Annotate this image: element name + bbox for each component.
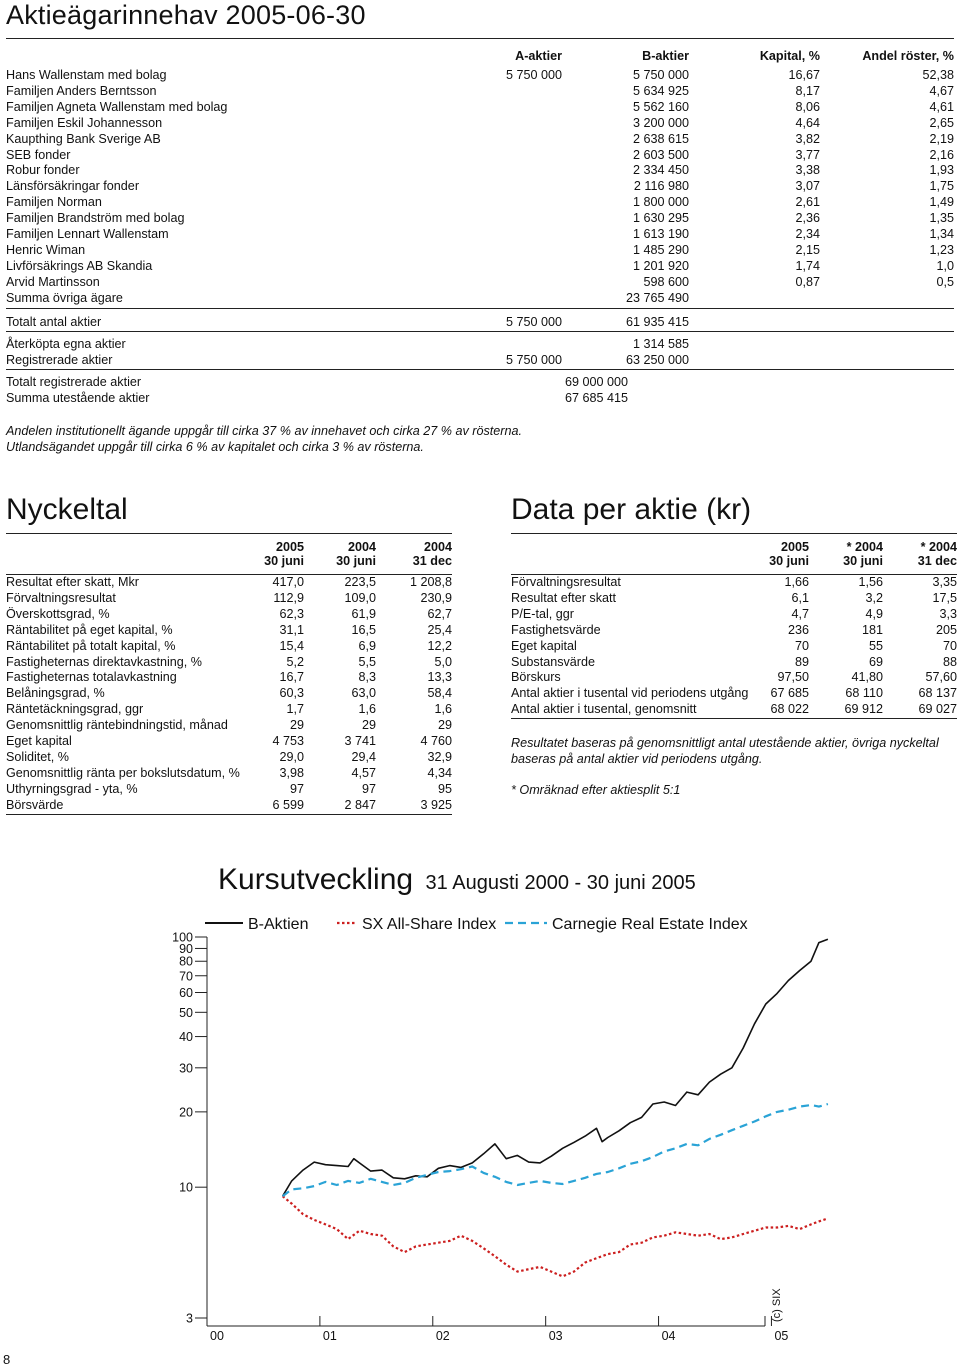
owner-value <box>398 148 562 164</box>
figure-value: 15,4 <box>279 638 304 653</box>
owner-value: 8,06 <box>795 99 820 114</box>
figure-value: 69 912 <box>809 702 883 718</box>
owner-value: 1,75 <box>929 179 954 194</box>
owner-value: 8,17 <box>795 83 820 98</box>
owners-header-a: A-aktier <box>515 49 562 63</box>
summary-value: 1 314 585 <box>632 337 689 351</box>
key-figure-row <box>6 702 452 718</box>
x-tick-label: 04 <box>661 1329 676 1343</box>
owner-value <box>398 227 562 243</box>
figure-value: 5,2 <box>286 654 304 669</box>
owner-value: 1 630 295 <box>632 211 689 226</box>
header-label <box>511 540 763 575</box>
y-tick-label: 3 <box>186 1311 193 1326</box>
owner-row <box>6 84 954 100</box>
per-share-note-2: * Omräknad efter aktiesplit 5:1 <box>511 783 681 797</box>
page-number: 8 <box>3 1352 11 1367</box>
owner-value: 1,34 <box>929 227 954 242</box>
legend-label: B-Aktien <box>248 916 309 933</box>
figure-label: Förvaltningsresultat <box>6 590 116 605</box>
y-tick-label: 40 <box>179 1030 193 1045</box>
owner-value: 2,16 <box>929 147 954 162</box>
key-figure-row <box>6 591 452 607</box>
owners-header-b: B-aktier <box>642 49 689 63</box>
owner-value: 1,93 <box>929 163 954 178</box>
figure-label: Fastigheternas totalavkastning <box>6 670 177 685</box>
owner-value: 0,87 <box>795 274 820 289</box>
header-label <box>6 540 252 575</box>
per-share-row <box>511 607 957 623</box>
figure-label: Antal aktier i tusental vid periodens utgång <box>511 686 749 701</box>
legend-label: SX All-Share Index <box>362 916 497 933</box>
summary-label: Totalt registrerade aktier <box>6 375 142 389</box>
owner-name: Robur fonder <box>6 163 80 178</box>
owner-value: 5 750 000 <box>632 68 689 82</box>
owner-value <box>398 100 562 116</box>
figure-value: 3,98 <box>279 765 304 780</box>
figure-value: 1,6 <box>358 702 376 717</box>
figure-value: 112,9 <box>273 590 304 605</box>
per-share-note-1: Resultatet baseras på genomsnittligt antal utestående aktier, övriga nyckeltal baseras på antal aktier vid periodens utgång. <box>511 736 939 766</box>
y-tick-label: 60 <box>179 986 193 1001</box>
owner-name: Arvid Martinsson <box>6 274 100 289</box>
figure-value: 4,34 <box>427 765 452 780</box>
figure-value: 5,5 <box>358 654 376 669</box>
total-shares-row <box>6 314 954 330</box>
summary-rule <box>6 308 954 309</box>
figure-value: 60,3 <box>279 686 304 701</box>
per-share-row <box>511 655 957 671</box>
figure-label: Räntetäckningsgrad, ggr <box>6 702 144 717</box>
owner-row <box>6 259 954 275</box>
figure-value: 97 <box>289 781 304 796</box>
figure-value: 25,4 <box>427 622 452 637</box>
owner-row <box>6 132 954 148</box>
owner-row <box>6 195 954 211</box>
figure-value: 1,56 <box>809 575 883 591</box>
per-share-row <box>511 591 957 607</box>
owner-value: 2 603 500 <box>632 147 689 162</box>
figure-value: 88 <box>942 654 957 669</box>
owner-value: 1 201 920 <box>632 258 689 273</box>
summary-label: Summa utestående aktier <box>6 391 150 405</box>
owner-name: Familjen Lennart Wallenstam <box>6 227 169 242</box>
period-header: 2005 30 juni <box>264 540 304 568</box>
key-figure-row <box>6 623 452 639</box>
owner-value: 2,36 <box>795 211 820 226</box>
period-header: * 2004 31 dec <box>917 540 957 568</box>
figure-value: 29 <box>361 718 376 733</box>
figure-label: P/E-tal, ggr <box>511 606 574 621</box>
owner-value: 3,82 <box>795 131 820 146</box>
figure-value: 89 <box>794 654 809 669</box>
owner-value <box>398 291 562 307</box>
key-figure-row <box>6 766 452 782</box>
owner-row <box>6 291 954 307</box>
per-share-row <box>511 702 957 718</box>
figure-value: 223,5 <box>304 575 376 591</box>
figure-label: Fastighetsvärde <box>511 622 601 637</box>
owner-value: 4,64 <box>795 115 820 130</box>
figure-value: 3,2 <box>865 590 883 605</box>
figure-value: 57,60 <box>925 670 957 685</box>
key-figure-row <box>6 734 452 750</box>
owner-row <box>6 275 954 291</box>
figure-value: 29 <box>437 718 452 733</box>
figure-value: 63,0 <box>351 686 376 701</box>
x-tick-label: 00 <box>210 1329 224 1343</box>
figure-value: 1,66 <box>763 575 809 591</box>
figure-value: 4,57 <box>351 765 376 780</box>
owner-name: Familjen Brandström med bolag <box>6 211 185 226</box>
summary-value: 63 250 000 <box>625 353 689 367</box>
per-share-row <box>511 639 957 655</box>
owner-value <box>398 163 562 179</box>
y-tick-label: 50 <box>179 1005 193 1020</box>
key-figures-table <box>6 540 452 815</box>
figure-value: 1 208,8 <box>376 575 452 591</box>
per-share-row <box>511 623 957 639</box>
owner-value: 2 638 615 <box>632 131 689 146</box>
figure-value: 55 <box>868 638 883 653</box>
summary-value: 5 750 000 <box>505 353 562 367</box>
series-line <box>283 1104 828 1196</box>
figure-value: 16,7 <box>279 670 304 685</box>
owner-value: 2,65 <box>929 115 954 130</box>
owner-value: 2,19 <box>929 131 954 146</box>
figure-value: 62,7 <box>427 606 452 621</box>
owner-value: 4,67 <box>929 83 954 98</box>
figure-value: 68 022 <box>763 702 809 718</box>
summary-label: Totalt antal aktier <box>6 315 102 329</box>
owner-value <box>398 211 562 227</box>
y-tick-label: 20 <box>179 1105 193 1120</box>
chart-heading <box>218 863 696 897</box>
registered-row <box>6 352 954 368</box>
summary-rule <box>6 331 954 332</box>
figure-label: Börskurs <box>511 670 561 685</box>
figure-value: 31,1 <box>279 622 304 637</box>
page-title: Aktieägarinnehav 2005-06-30 <box>6 0 366 30</box>
owner-row <box>6 211 954 227</box>
figure-value: 8,3 <box>358 670 376 685</box>
owner-name: Länsförsäkringar fonder <box>6 179 140 194</box>
owner-value <box>398 132 562 148</box>
key-figure-row <box>6 798 452 814</box>
figure-value: 1,7 <box>286 702 304 717</box>
figure-value: 70 <box>794 638 809 653</box>
figure-label: Räntabilitet på totalt kapital, % <box>6 638 176 653</box>
figure-value: 6,1 <box>791 590 809 605</box>
owner-value <box>398 259 562 275</box>
figure-value: 29,4 <box>351 749 376 764</box>
figure-value: 181 <box>861 622 883 637</box>
x-tick-label: 02 <box>435 1329 450 1343</box>
summary-label: Återköpta egna aktier <box>6 337 126 351</box>
total-registered-row <box>6 374 954 390</box>
owner-row <box>6 100 954 116</box>
figure-label: Överskottsgrad, % <box>6 606 110 621</box>
figure-value: 4 760 <box>420 734 452 749</box>
figure-value: 4 753 <box>272 734 304 749</box>
figure-value: 3,35 <box>883 575 957 591</box>
figure-value: 17,5 <box>932 590 957 605</box>
figure-value: 69 <box>868 654 883 669</box>
per-share-row <box>511 670 957 686</box>
figure-label: Räntabilitet på eget kapital, % <box>6 622 173 637</box>
figure-label: Fastigheternas direktavkastning, % <box>6 654 203 669</box>
legend-label: Carnegie Real Estate Index <box>552 916 748 933</box>
owner-value <box>398 84 562 100</box>
figure-value: 1,6 <box>434 702 452 717</box>
figure-value: 16,5 <box>351 622 376 637</box>
period-header: 2005 30 juni <box>769 540 809 568</box>
figure-label: Resultat efter skatt, Mkr <box>6 575 252 591</box>
header-row <box>6 540 452 575</box>
owners-header-name <box>6 44 398 68</box>
owner-name: Familjen Agneta Wallenstam med bolag <box>6 99 228 114</box>
y-tick-label: 90 <box>179 941 193 956</box>
owner-name: Hans Wallenstam med bolag <box>6 68 167 82</box>
key-figures-title: Nyckeltal <box>6 493 128 526</box>
key-figures-rule <box>6 533 452 534</box>
owner-name: Familjen Norman <box>6 195 102 210</box>
figure-value: 12,2 <box>427 638 452 653</box>
figure-label: Soliditet, % <box>6 749 69 764</box>
owner-value: 23 765 490 <box>625 290 689 305</box>
owner-value: 598 600 <box>643 274 689 289</box>
key-figure-row <box>6 639 452 655</box>
figure-value: 58,4 <box>427 686 452 701</box>
period-header: * 2004 30 juni <box>843 540 883 568</box>
owner-name: Henric Wiman <box>6 242 86 257</box>
header-row <box>511 540 957 575</box>
key-figure-row <box>6 655 452 671</box>
key-figure-row <box>6 607 452 623</box>
key-figure-row <box>6 782 452 798</box>
figure-value: 3,3 <box>939 606 957 621</box>
figure-value: 4,7 <box>791 606 809 621</box>
figure-value: 417,0 <box>252 575 304 591</box>
outstanding-row <box>6 390 954 406</box>
figure-value: 3 925 <box>376 798 452 814</box>
figure-value: 41,80 <box>851 670 883 685</box>
x-tick-label: 01 <box>322 1329 337 1343</box>
key-figure-row <box>6 718 452 734</box>
figure-value: 230,9 <box>420 590 452 605</box>
y-tick-label: 30 <box>179 1061 193 1076</box>
figure-value: 205 <box>935 622 957 637</box>
owners-note-1: Andelen institutionellt ägande uppgår till cirka 37 % av innehavet och cirka 27 % av rösterna. <box>6 424 522 438</box>
chart-title: Kursutveckling <box>218 863 414 896</box>
owner-value: 2,34 <box>795 227 820 242</box>
figure-value: 68 137 <box>918 686 957 701</box>
period-header: 2004 30 juni <box>336 540 376 568</box>
owner-row <box>6 163 954 179</box>
owner-value: 1,35 <box>929 211 954 226</box>
owner-row <box>6 179 954 195</box>
owner-value: 1,0 <box>936 258 954 273</box>
figure-value: 68 110 <box>845 686 883 701</box>
owners-header-votes: Andel röster, % <box>862 49 954 63</box>
y-tick-label: 70 <box>179 969 193 984</box>
figure-value: 2 847 <box>304 798 376 814</box>
figure-value: 69 027 <box>883 702 957 718</box>
owner-value: 1,74 <box>795 258 820 273</box>
owner-value <box>398 179 562 195</box>
owner-value: 4,61 <box>929 99 954 114</box>
figure-value: 70 <box>942 638 957 653</box>
owner-name: Livförsäkrings AB Skandia <box>6 258 153 273</box>
figure-value: 236 <box>787 622 809 637</box>
owner-value: 5 634 925 <box>632 83 689 98</box>
figure-label: Förvaltningsresultat <box>511 575 763 591</box>
bought-back-row <box>6 336 954 352</box>
owner-row <box>6 68 954 84</box>
figure-label: Genomsnittlig ränta per bokslutsdatum, % <box>6 765 240 780</box>
owner-value <box>398 243 562 259</box>
owner-name: Familjen Eskil Johannesson <box>6 115 163 130</box>
figure-label: Genomsnittlig räntebindningstid, månad <box>6 718 228 733</box>
figure-value: 61,9 <box>351 606 376 621</box>
summary-value: 61 935 415 <box>625 315 689 329</box>
series-line <box>283 1196 828 1276</box>
owners-note-2: Utlandsägandet uppgår till cirka 6 % av kapitalet och cirka 3 % av rösterna. <box>6 440 424 454</box>
owner-value: 0,5 <box>936 274 954 289</box>
figure-label: Uthyrningsgrad - yta, % <box>6 781 138 796</box>
x-tick-label: 05 <box>774 1329 789 1343</box>
figure-value: 5,0 <box>434 654 452 669</box>
figure-value: 97 <box>361 781 376 796</box>
key-figure-row <box>6 575 452 591</box>
figure-value: 3 741 <box>344 734 376 749</box>
owner-value: 2,61 <box>795 195 820 210</box>
owner-name: Familjen Anders Berntsson <box>6 83 157 98</box>
owner-value: 2,15 <box>795 242 820 257</box>
owner-value: 3,38 <box>795 163 820 178</box>
owner-name: Summa övriga ägare <box>6 290 123 305</box>
figure-value: 109,0 <box>344 590 376 605</box>
figure-value: 62,3 <box>279 606 304 621</box>
owner-value <box>820 291 954 307</box>
owners-table <box>6 44 954 307</box>
owner-value: 1 485 290 <box>632 242 689 257</box>
per-share-title: Data per aktie (kr) <box>511 493 752 526</box>
series-line <box>283 939 828 1196</box>
owner-value: 16,67 <box>788 68 820 82</box>
key-figure-row <box>6 670 452 686</box>
owner-row <box>6 148 954 164</box>
summary-label: Registrerade aktier <box>6 353 113 367</box>
figure-label: Börsvärde <box>6 798 252 814</box>
owner-value: 1 800 000 <box>632 195 689 210</box>
owner-value: 2 116 980 <box>633 179 689 194</box>
figure-value: 6 599 <box>252 798 304 814</box>
figure-value: 4,9 <box>865 606 883 621</box>
summary-rule <box>6 369 954 370</box>
per-share-row <box>511 686 957 702</box>
owner-row <box>6 116 954 132</box>
owner-value <box>398 275 562 291</box>
figure-label: Belåningsgrad, % <box>6 686 105 701</box>
summary-value: 5 750 000 <box>505 315 562 329</box>
chart-subtitle: 31 Augusti 2000 - 30 juni 2005 <box>425 872 696 894</box>
period-header: 2004 31 dec <box>412 540 452 568</box>
owner-value: 2 334 450 <box>632 163 689 178</box>
y-tick-label: 10 <box>179 1180 193 1195</box>
owner-value: 52,38 <box>922 68 954 82</box>
figure-value: 97,50 <box>777 670 809 685</box>
x-tick-label: 03 <box>548 1329 563 1343</box>
y-tick-label: 100 <box>172 930 193 945</box>
owner-value: 1 613 190 <box>632 227 689 242</box>
owners-header-capital: Kapital, % <box>759 49 820 63</box>
owner-value: 5 750 000 <box>505 68 562 82</box>
figure-value: 95 <box>437 781 452 796</box>
owner-value: 3,77 <box>795 147 820 162</box>
figure-value: 29 <box>289 718 304 733</box>
owner-value: 1,49 <box>929 195 954 210</box>
owner-value <box>398 195 562 211</box>
owner-value: 3 200 000 <box>632 115 689 130</box>
figure-label: Eget kapital <box>6 734 72 749</box>
figure-value: 6,9 <box>358 638 376 653</box>
figure-label: Antal aktier i tusental, genomsnitt <box>511 702 763 718</box>
figure-label: Resultat efter skatt <box>511 590 616 605</box>
summary-value: 67 685 415 <box>564 391 628 405</box>
owner-value <box>398 116 562 132</box>
per-share-row <box>511 575 957 591</box>
owner-value: 1,23 <box>929 242 954 257</box>
figure-value: 32,9 <box>427 749 452 764</box>
owner-row <box>6 243 954 259</box>
per-share-table <box>511 540 957 719</box>
key-figure-row <box>6 686 452 702</box>
figure-value: 29,0 <box>279 749 304 764</box>
figure-label: Substansvärde <box>511 654 596 669</box>
title-rule <box>6 38 954 39</box>
per-share-rule <box>511 533 957 534</box>
figure-value: 67 685 <box>770 686 809 701</box>
figure-value: 13,3 <box>427 670 452 685</box>
figure-label: Eget kapital <box>511 638 577 653</box>
owner-value: 3,07 <box>795 179 820 194</box>
owner-name: Kaupthing Bank Sverige AB <box>6 131 161 146</box>
y-tick-label: 80 <box>179 954 193 969</box>
owner-value <box>689 291 820 307</box>
kursutveckling-chart <box>0 900 960 1370</box>
summary-value: 69 000 000 <box>564 375 628 389</box>
source-note: (c) SIX <box>771 1288 783 1322</box>
owner-value: 5 562 160 <box>632 99 689 114</box>
owner-row <box>6 227 954 243</box>
owner-name: SEB fonder <box>6 147 71 162</box>
key-figure-row <box>6 750 452 766</box>
